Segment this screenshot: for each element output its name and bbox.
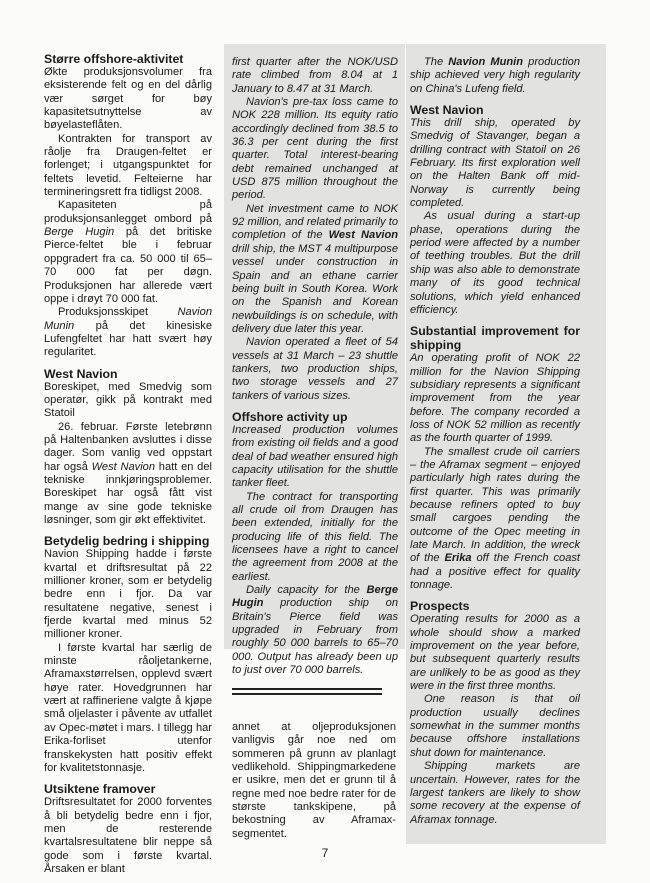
heading-offshore-en: Offshore activity up [232,409,348,424]
divider-rule [232,688,382,690]
heading-outlook: Utsiktene framover [44,782,156,797]
divider-rule [232,693,382,695]
paragraph: Increased production volumes from existing oil fields and a good deal of bad weather ensured high capacity utilisation for the shuttle tanker fleet. [232,423,398,490]
heading-offshore: Større offshore-aktivitet [44,52,184,66]
paragraph: Daily capacity for the Berge Hugin production ship on Britain's Pierce field was upgraded in February from roughly 50 000 barrels to 65–70 000. Output has already been up to just over 70 000 barrels. [232,584,398,677]
paragraph: Navion Shipping hadde i første kvartal et driftsresultat på 22 millioner kroner, som er betydelig bedre enn i fjor. Da var resultatene negative, senest i fjerde kvartal med minus 52 millioner kroner. [44,548,212,641]
english-column [232,56,398,677]
heading-west-navion-en: West Navion [410,103,484,118]
paragraph: Driftsresultatet for 2000 forventes å bli betydelig bedre enn i fjor, men de resterende kvartalsresultatene blir neppe så gode som i første kvartal. Årsaken er blant [44,796,212,875]
paragraph: I første kvartal har særlig de minste råoljetankerne, Aframaxstørrelsen, opplevd svært høye rater. Hovedgrunnen har vært at raffineriene valgte å kjøpe små oljelaster i påvente av utfallet av Opec-møtet i mars. I tillegg har Erika-forliset utenfor franskekysten hatt positiv effekt for kvalitetstonnasje. [44,641,212,774]
paragraph: 26. februar. Første letebrønn på Haltenbanken avsluttes i disse dager. Som vanlig ved oppstart har også West Navion hatt en del tekniske innkjøringsproblemer. Boreskipet har også fått vist mange av sine gode tekniske løsninger, som gir økt effektivitet. [44,420,212,526]
paragraph: The contract for transporting all crude oil from Draugen has been extended, initially for the producing life of this field. The licensees have a right to cancel the agreement from 2008 at the earliest. [232,490,398,583]
paragraph: One reason is that oil production usually declines somewhat in the summer months because offshore installations shut down for maintenance. [410,693,580,759]
paragraph: Økte produksjonsvolumer fra eksisterende felt og en del dårlig vær sørget for bøy kapasitetsutnyttelse av bøyelasteflåten. [44,66,212,132]
page-number: 7 [321,846,329,860]
paragraph: This drill ship, operated by Smedvig of Stavanger, began a drilling contract with Statoil on 26 February. Its first exploration well on the Halten Bank off mid-Norway is currently being completed. [410,117,580,210]
heading-shipping: Betydelig bedring i shipping [44,534,210,549]
paragraph: Kapasiteten på produksjonsanlegget ombord på Berge Hugin på det britiske Pierce-feltet ble i februar oppgradert fra ca. 50 000 til 65–70 000 fat per døgn. Produksjonen har allerede vært oppe i drøyt 70 000 fat. [44,199,212,305]
heading-shipping-en: Substantial improvement for shipping [410,324,580,353]
paragraph: annet at oljeproduksjonen vanligvis går noe ned om sommeren på grunn av planlagt vedlikehold. Shippingmarkedene er usikre, men det er grunn til å regne med noe bedre rater for de største tankskipene, på bekostning av Aframax-segmentet. [232,721,396,840]
norwegian-column [44,52,212,876]
heading-prospects: Prospects [410,599,470,614]
english-column-right [410,56,580,827]
norwegian-continuation [232,721,396,841]
paragraph: The smallest crude oil carriers – the Aframax segment – enjoyed particularly high rates during the first quarter. This was primarily because refiners opted to buy small cargoes pending the outcome of the Opec meeting in late March. In addition, the wreck of the Erika off the French coast had a positive effect for quality tonnage. [410,445,580,592]
paragraph: An operating profit of NOK 22 million for the Navion Shipping subsidiary represents a significant improvement from the year before. The company recorded a loss of NOK 52 million as recently as the fourth quarter of 1999. [410,352,580,445]
paragraph: Kontrakten for transport av råolje fra Draugen-feltet er forlenget; i utgangspunktet for feltets levetid. Felteierne har termineringsrett fra tidligst 2008. [44,132,212,199]
paragraph: first quarter after the NOK/USD rate climbed from 8.04 at 1 January to 8.47 at 31 March. [232,56,398,95]
paragraph: Produksjonsskipet Navion Munin på det kinesiske Lufengfeltet har hatt svært høy regularitet. [44,306,212,359]
paragraph: Navion's pre-tax loss came to NOK 228 million. Its equity ratio accordingly declined from 38.5 to 36.3 per cent during the first quarter. Total interest-bearing debt remained unchanged at USD 875 million throughout the period. [232,96,398,202]
heading-west-navion: West Navion [44,366,118,381]
paragraph: As usual during a start-up phase, operations during the period were affected by a number of teething troubles. But the drill ship was also able to demonstrate many of its good technical solutions, which yield enhanced efficiency. [410,210,580,316]
paragraph: Boreskipet, med Smedvig som operatør, gikk på kontrakt med Statoil [44,380,212,420]
paragraph: Operating results for 2000 as a whole should show a marked improvement on the year before, but subsequent quarterly results are unlikely to be as good as they were in the first three months. [410,613,580,693]
paragraph: Shipping markets are uncertain. However, rates for the largest tankers are likely to show some recovery at the expense of Aframax tonnage. [410,760,580,826]
paragraph: The Navion Munin production ship achieved very high regularity on China's Lufeng field. [410,56,580,95]
paragraph: Net investment came to NOK 92 million, and related primarily to completion of the West Navion drill ship, the MST 4 multipurpose vessel under construction in Spain and an ethane carrier being built in South Korea. Work on the Spanish and Korean newbuildings is on schedule, with delivery due later this year. [232,202,398,335]
paragraph: Navion operated a fleet of 54 vessels at 31 March – 23 shuttle tankers, two production ships, two storage vessels and 27 tankers of various sizes. [232,336,398,402]
